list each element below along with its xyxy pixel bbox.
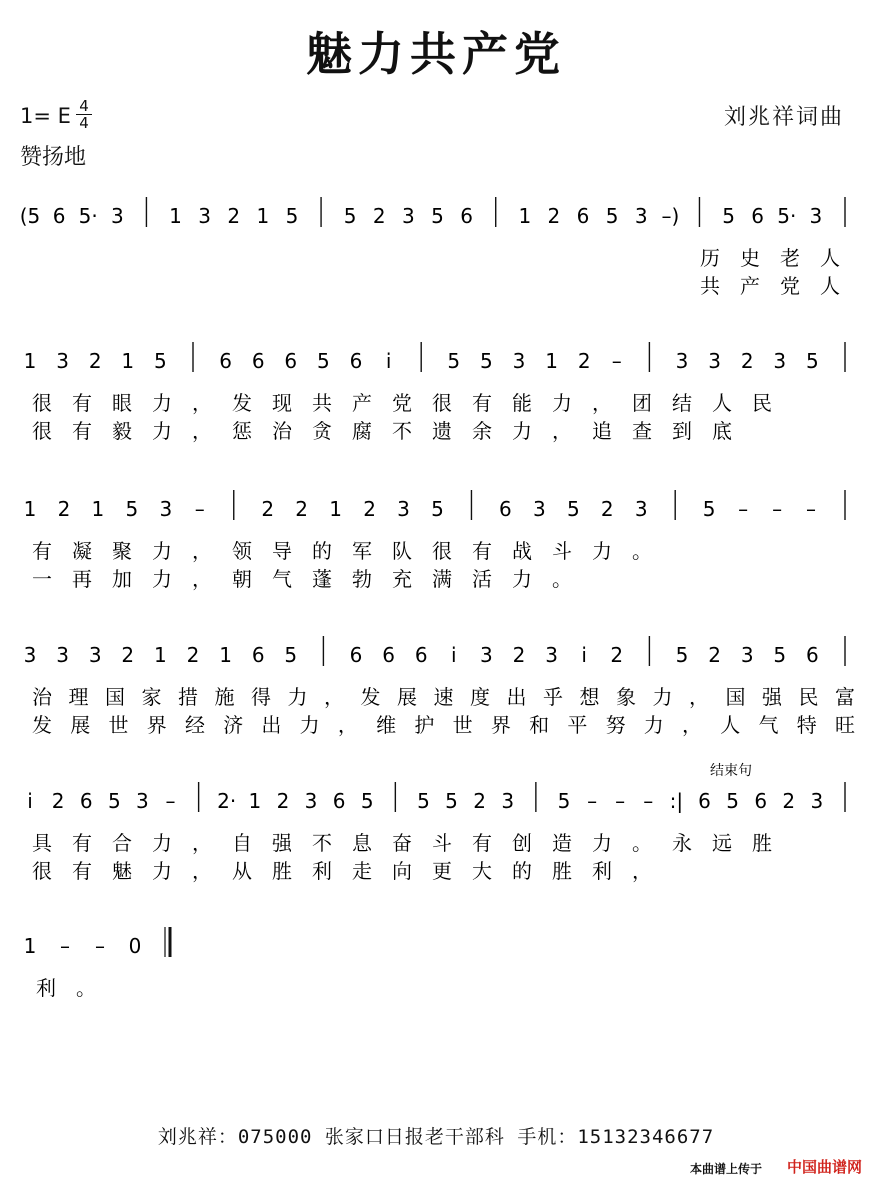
lyric-char: 合 bbox=[112, 831, 132, 855]
lyric-char: 国 bbox=[725, 685, 746, 709]
lyric-char: 世 bbox=[108, 713, 129, 737]
upload-note: 本曲谱上传于 bbox=[689, 1162, 762, 1176]
lyric-char: ， bbox=[592, 391, 612, 415]
lyric-char: 有 bbox=[472, 391, 492, 415]
lyric-char: 斗 bbox=[432, 831, 452, 855]
note: 5 bbox=[447, 349, 461, 373]
lyric-char: ， bbox=[192, 419, 212, 443]
lyric-char: 创 bbox=[512, 831, 532, 855]
lyric-char: 现 bbox=[272, 391, 292, 415]
note: 6 bbox=[52, 204, 66, 228]
lyric-char: 界 bbox=[146, 713, 167, 737]
lyric-char: ， bbox=[192, 567, 212, 591]
lyric-char: 到 bbox=[672, 419, 692, 443]
note: 6 bbox=[754, 789, 768, 813]
lyric-char: 民 bbox=[798, 685, 819, 709]
note: 6 bbox=[251, 643, 265, 667]
lyric-char: 人 bbox=[820, 274, 840, 298]
lyric-char: 发 bbox=[32, 713, 52, 737]
lyric-char: 加 bbox=[112, 567, 132, 591]
note: 3 bbox=[512, 349, 526, 373]
lyric-char: 努 bbox=[605, 713, 626, 737]
lyric-char: 气 bbox=[758, 713, 779, 737]
lyric-char: 界 bbox=[490, 713, 511, 737]
note: 1 bbox=[518, 204, 532, 228]
lyric-char: 。 bbox=[552, 567, 572, 591]
lyric-char: 有 bbox=[472, 539, 492, 563]
note: 2 bbox=[121, 643, 135, 667]
note: 3 bbox=[88, 643, 102, 667]
lyric-char: ， bbox=[192, 859, 212, 883]
lyric-char: 更 bbox=[432, 859, 452, 883]
note: 3 bbox=[56, 349, 69, 373]
lyric-char: 朝 bbox=[232, 567, 252, 591]
lyric-char: 象 bbox=[616, 685, 636, 709]
note: 2 bbox=[782, 789, 796, 813]
lyric-char: 力 bbox=[152, 567, 172, 591]
lyric-char: 追 bbox=[592, 419, 612, 443]
lyric-char: 力 bbox=[643, 713, 664, 737]
note: 2 bbox=[708, 643, 721, 667]
lyric-char: 史 bbox=[740, 246, 760, 270]
lyric-char: ， bbox=[689, 685, 709, 709]
lyric-char: 家 bbox=[141, 685, 162, 709]
note: 6 bbox=[414, 643, 428, 667]
note: i bbox=[451, 643, 457, 667]
lyric-char: 平 bbox=[567, 713, 588, 737]
note: 3 bbox=[397, 497, 410, 521]
note: 5 bbox=[125, 497, 139, 521]
note: 2 bbox=[363, 497, 376, 521]
lyric-char: 胜 bbox=[552, 859, 572, 883]
note: 5 bbox=[431, 204, 444, 228]
lyric-char: 有 bbox=[32, 539, 52, 563]
note: 1 bbox=[23, 349, 37, 373]
note: 3 bbox=[136, 789, 149, 813]
note: 3 bbox=[810, 789, 824, 813]
note: i bbox=[27, 789, 33, 813]
lyric-char: 聚 bbox=[112, 539, 132, 563]
note: – bbox=[738, 497, 749, 521]
lyric-char: 不 bbox=[392, 419, 412, 443]
note: 5 bbox=[773, 643, 787, 667]
lyric-char: 展 bbox=[397, 685, 417, 709]
lyric-char: 理 bbox=[68, 685, 89, 709]
lyric-char: 维 bbox=[376, 713, 397, 737]
lyric-char: 强 bbox=[762, 685, 782, 709]
note: 5 bbox=[343, 204, 357, 228]
lyric-char: 民 bbox=[752, 391, 772, 415]
note: (5 bbox=[19, 204, 41, 228]
lyric-char: 速 bbox=[433, 685, 454, 709]
note: 5 bbox=[445, 789, 458, 813]
lyric-char: 展 bbox=[70, 713, 91, 737]
note: 3 bbox=[740, 643, 754, 667]
lyric-char: 力 bbox=[299, 713, 320, 737]
lyric-char: 具 bbox=[32, 831, 52, 855]
lyric-char: 施 bbox=[214, 685, 235, 709]
note: 3 bbox=[675, 349, 689, 373]
lyric-char: 力 bbox=[287, 685, 308, 709]
lyric-char: 胜 bbox=[752, 831, 772, 855]
lyric-char: 力 bbox=[152, 831, 172, 855]
lyric-char: 治 bbox=[272, 419, 292, 443]
lyric-char: 老 bbox=[780, 246, 800, 270]
lyric-char: 。 bbox=[76, 976, 96, 1000]
note: 3 bbox=[773, 349, 787, 373]
note: 2 bbox=[577, 349, 591, 373]
lyric-char: 查 bbox=[632, 419, 652, 443]
lyric-char: 发 bbox=[232, 391, 252, 415]
note: – bbox=[643, 789, 654, 813]
lyric-char: 共 bbox=[312, 391, 332, 415]
note: 6 bbox=[251, 349, 265, 373]
lyric-char: 有 bbox=[72, 831, 92, 855]
lyric-char: 很 bbox=[32, 391, 52, 415]
lyric-char: 一 bbox=[32, 567, 52, 591]
note: 1 bbox=[154, 643, 167, 667]
lyric-char: ， bbox=[192, 831, 212, 855]
lyric-char: 向 bbox=[392, 859, 412, 883]
note: 2 bbox=[512, 643, 526, 667]
lyric-char: 结 bbox=[672, 391, 692, 415]
key-signature: 1= E bbox=[20, 104, 71, 128]
note: 1 bbox=[121, 349, 135, 373]
lyric-char: 的 bbox=[512, 859, 532, 883]
lyric-char: 很 bbox=[432, 391, 452, 415]
lyric-char: 想 bbox=[579, 685, 600, 709]
lyric-char: 战 bbox=[512, 539, 532, 563]
lyric-char: ， bbox=[337, 713, 358, 737]
lyric-char: 。 bbox=[632, 539, 652, 563]
note: 6 bbox=[698, 789, 711, 813]
lyric-char: 世 bbox=[452, 713, 473, 737]
note: 5 bbox=[806, 349, 819, 373]
note: 3 bbox=[708, 349, 721, 373]
note: 1 bbox=[169, 204, 182, 228]
note: i bbox=[385, 349, 392, 373]
note: 3 bbox=[198, 204, 212, 228]
lyric-char: 力 bbox=[552, 391, 572, 415]
note: 6 bbox=[576, 204, 590, 228]
lyric-char: 人 bbox=[720, 713, 741, 737]
lyric-char: 利 bbox=[592, 859, 612, 883]
lyric-char: 永 bbox=[672, 831, 692, 855]
lyric-char: 力 bbox=[592, 831, 612, 855]
note: 3 bbox=[110, 204, 124, 228]
lyric-char: 护 bbox=[414, 713, 435, 737]
lyric-char: ， bbox=[682, 713, 703, 737]
site-logo: 中国曲谱网 bbox=[786, 1158, 862, 1176]
note: – bbox=[165, 789, 176, 813]
note: 5 bbox=[605, 204, 619, 228]
note: 6 bbox=[349, 643, 363, 667]
note: 2· bbox=[217, 789, 237, 813]
lyric-char: 贪 bbox=[312, 419, 332, 443]
lyric-char: 力 bbox=[152, 419, 172, 443]
note: 2 bbox=[276, 789, 290, 813]
lyric-char: 有 bbox=[72, 391, 92, 415]
note: 3 bbox=[545, 643, 558, 667]
note: – bbox=[194, 497, 205, 521]
lyric-char: 力 bbox=[512, 419, 532, 443]
note: 3 bbox=[809, 204, 823, 228]
lyric-char: 再 bbox=[72, 567, 92, 591]
note: 1 bbox=[248, 789, 262, 813]
lyric-char: 发 bbox=[360, 685, 381, 709]
note: 3 bbox=[634, 497, 648, 521]
lyric-char: 领 bbox=[232, 539, 252, 563]
lyric-char: 腐 bbox=[352, 419, 372, 443]
contact-footer: 刘兆祥：075000 张家口日报老干部科 手机：15132346677 bbox=[157, 1126, 715, 1148]
lyric-char: 治 bbox=[32, 685, 52, 709]
lyric-char: 能 bbox=[512, 391, 532, 415]
note: – bbox=[611, 349, 622, 373]
lyric-char: 魅 bbox=[112, 859, 132, 883]
lyric-char: 造 bbox=[552, 831, 572, 855]
note: 5 bbox=[107, 789, 121, 813]
lyric-char: 乎 bbox=[543, 685, 563, 709]
lyric-char: 走 bbox=[352, 859, 372, 883]
lyric-char: 人 bbox=[712, 391, 732, 415]
note: – bbox=[615, 789, 626, 813]
note: 6 bbox=[382, 643, 395, 667]
lyric-char: ， bbox=[192, 539, 212, 563]
author-credit: 刘兆祥词曲 bbox=[723, 105, 844, 130]
lyric-char: 活 bbox=[472, 567, 492, 591]
lyric-char: 得 bbox=[251, 685, 271, 709]
lyric-char: 奋 bbox=[392, 831, 412, 855]
note: 3 bbox=[533, 497, 546, 521]
lyric-char: 胜 bbox=[272, 859, 292, 883]
note: 5 bbox=[726, 789, 739, 813]
note: 2 bbox=[51, 789, 65, 813]
note: – bbox=[95, 934, 105, 958]
lyric-char: 充 bbox=[392, 567, 412, 591]
tempo-mood: 赞扬地 bbox=[20, 145, 87, 170]
lyric-char: 共 bbox=[700, 274, 720, 298]
lyric-char: 和 bbox=[529, 713, 550, 737]
note: 5 bbox=[154, 349, 167, 373]
note: 3 bbox=[304, 789, 318, 813]
lyric-char: 气 bbox=[272, 567, 292, 591]
lyric-char: 斗 bbox=[552, 539, 572, 563]
lyric-char: 力 bbox=[152, 539, 172, 563]
lyric-char: 力 bbox=[512, 567, 532, 591]
lyric-char: 力 bbox=[152, 859, 172, 883]
time-signature-bottom: 4 bbox=[79, 114, 89, 132]
lyric-char: 党 bbox=[392, 391, 412, 415]
ending-label: 结束句 bbox=[710, 763, 752, 779]
lyric-char: ， bbox=[192, 391, 212, 415]
note: 5 bbox=[360, 789, 374, 813]
lyric-char: 出 bbox=[506, 685, 527, 709]
lyric-char: 产 bbox=[740, 274, 760, 298]
lyric-char: ， bbox=[632, 859, 652, 883]
note: 5 bbox=[431, 497, 444, 521]
lyric-char: 力 bbox=[652, 685, 673, 709]
lyric-char: 军 bbox=[352, 539, 372, 563]
note: 2 bbox=[186, 643, 200, 667]
note: 3 bbox=[634, 204, 648, 228]
time-signature-top: 4 bbox=[79, 97, 89, 115]
lyric-char: 富 bbox=[835, 685, 855, 709]
lyric-char: 措 bbox=[178, 685, 198, 709]
lyric-char: 有 bbox=[472, 831, 492, 855]
lyric-char: 出 bbox=[261, 713, 282, 737]
lyric-char: 很 bbox=[432, 539, 452, 563]
lyric-char: 团 bbox=[632, 391, 652, 415]
note: 0 bbox=[128, 934, 142, 958]
note: 6 bbox=[349, 349, 363, 373]
note: 5 bbox=[557, 789, 571, 813]
note: 2 bbox=[372, 204, 386, 228]
note: 1 bbox=[545, 349, 558, 373]
lyric-char: 眼 bbox=[112, 391, 132, 415]
lyric-char: 力 bbox=[592, 539, 612, 563]
lyric-char: 国 bbox=[105, 685, 125, 709]
note: 1 bbox=[23, 934, 37, 958]
lyric-char: 力 bbox=[152, 391, 172, 415]
lyric-char: 从 bbox=[232, 859, 252, 883]
note: – bbox=[806, 497, 817, 521]
lyric-char: 。 bbox=[632, 831, 652, 855]
lyric-char: 满 bbox=[432, 567, 452, 591]
note: 5 bbox=[285, 204, 299, 228]
note: 2 bbox=[610, 643, 624, 667]
note: 6 bbox=[806, 643, 819, 667]
note: 5 bbox=[702, 497, 716, 521]
lyric-char: ， bbox=[324, 685, 344, 709]
lyric-char: 自 bbox=[232, 831, 252, 855]
note: 3 bbox=[480, 643, 493, 667]
note: 2 bbox=[88, 349, 102, 373]
lyric-char: 人 bbox=[820, 246, 840, 270]
note: 5 bbox=[480, 349, 493, 373]
lyric-char: 大 bbox=[472, 859, 492, 883]
lyric-char: 有 bbox=[72, 419, 92, 443]
note: 3 bbox=[159, 497, 173, 521]
note: 2 bbox=[227, 204, 241, 228]
lyric-char: 党 bbox=[780, 274, 800, 298]
lyric-char: 强 bbox=[272, 831, 292, 855]
note: 3 bbox=[23, 643, 37, 667]
lyric-char: 历 bbox=[700, 246, 720, 270]
note: 2 bbox=[295, 497, 309, 521]
note: 3 bbox=[501, 789, 515, 813]
note: 2 bbox=[740, 349, 754, 373]
note: i bbox=[581, 643, 587, 667]
note: 2 bbox=[547, 204, 561, 228]
lyric-char: ， bbox=[552, 419, 572, 443]
lyric-char: 毅 bbox=[112, 419, 132, 443]
note: 2 bbox=[473, 789, 487, 813]
note: 6 bbox=[332, 789, 346, 813]
note: 5 bbox=[417, 789, 430, 813]
lyric-char: 利 bbox=[312, 859, 332, 883]
lyric-char: 有 bbox=[72, 859, 92, 883]
note: 5 bbox=[722, 204, 735, 228]
note: 3 bbox=[402, 204, 415, 228]
lyric-char: 惩 bbox=[232, 419, 252, 443]
note: 5 bbox=[317, 349, 330, 373]
lyric-char: 队 bbox=[392, 539, 412, 563]
lyric-char: 很 bbox=[32, 419, 52, 443]
note: 6 bbox=[460, 204, 473, 228]
lyric-char: 蓬 bbox=[312, 567, 332, 591]
note: 5 bbox=[675, 643, 689, 667]
song-title: 魅力共产党 bbox=[306, 27, 566, 81]
note: 6 bbox=[79, 789, 93, 813]
note: 1 bbox=[219, 643, 232, 667]
lyric-char: 底 bbox=[712, 419, 732, 443]
lyric-char: 的 bbox=[312, 539, 332, 563]
note: 3 bbox=[56, 643, 69, 667]
lyric-char: 度 bbox=[470, 685, 490, 709]
note: – bbox=[60, 934, 70, 958]
note: 6 bbox=[219, 349, 232, 373]
note: :| bbox=[669, 789, 684, 813]
note: 5 bbox=[284, 643, 298, 667]
lyric-char: 余 bbox=[472, 419, 492, 443]
lyric-char: 凝 bbox=[72, 539, 92, 563]
lyric-char: 遗 bbox=[432, 419, 452, 443]
note: 2 bbox=[57, 497, 71, 521]
lyric-char: 远 bbox=[712, 831, 732, 855]
note: 1 bbox=[91, 497, 105, 521]
note: 2 bbox=[600, 497, 614, 521]
lyric-char: 济 bbox=[223, 713, 244, 737]
lyric-char: 勃 bbox=[352, 567, 372, 591]
note: – bbox=[587, 789, 598, 813]
lyric-char: 利 bbox=[36, 976, 56, 1000]
note: 6 bbox=[499, 497, 512, 521]
lyric-char: 很 bbox=[32, 859, 52, 883]
lyric-char: 特 bbox=[796, 713, 817, 737]
note: 1 bbox=[256, 204, 270, 228]
note: 6 bbox=[751, 204, 765, 228]
note: 5 bbox=[566, 497, 580, 521]
lyric-char: 经 bbox=[184, 713, 205, 737]
lyric-char: 息 bbox=[352, 831, 372, 855]
note: 1 bbox=[329, 497, 342, 521]
note: 5· bbox=[777, 204, 797, 228]
note: –) bbox=[661, 204, 680, 228]
lyric-char: 旺 bbox=[835, 713, 855, 737]
note: 6 bbox=[284, 349, 298, 373]
note: 5· bbox=[78, 204, 98, 228]
note: 2 bbox=[261, 497, 275, 521]
note: 1 bbox=[23, 497, 37, 521]
lyric-char: 产 bbox=[352, 391, 372, 415]
lyric-char: 不 bbox=[312, 831, 332, 855]
note: – bbox=[772, 497, 783, 521]
lyric-char: 导 bbox=[272, 539, 292, 563]
